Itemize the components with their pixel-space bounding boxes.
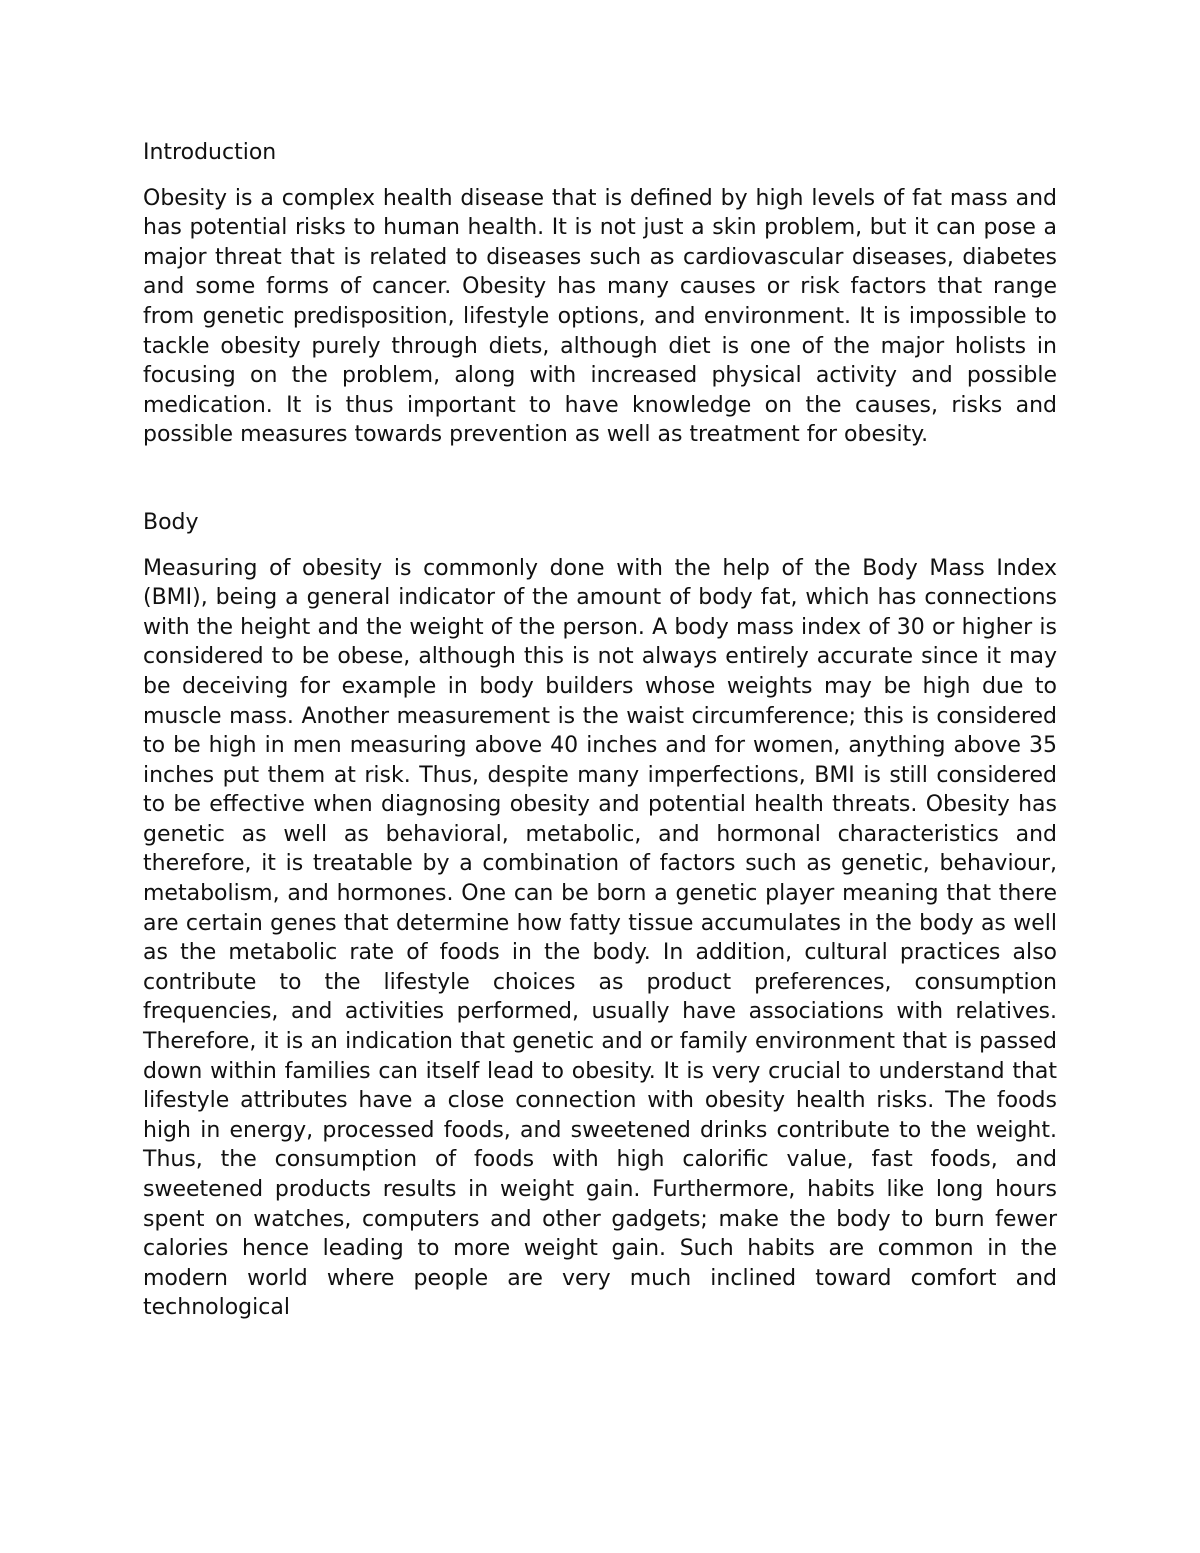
body-paragraph: Measuring of obesity is commonly done with the help of the Body Mass Index (BMI), being a general indicator of the amount of body fat, which has connections with the height and the weight of the person. A body mass index of 30 or higher is considered to be obese, although this is not always entirely accurate since it may be deceiving for example in body builders whose weights may be high due to muscle mass. Another measurement is the waist circumference; this is considered to be high in men measuring above 40 inches and for women, anything above 35 inches put them at risk. Thus, despite many imperfections, BMI is still considered to be effective when diagnosing obesity and potential health threats. Obesity has genetic as well as behavioral, metabolic, and hormonal characteristics and therefore, it is treatable by a combination of factors such as genetic, behaviour, metabolism, and hormones. One can be born a genetic player meaning that there are certain genes that determine how fatty tissue accumulates in the body as well as the metabolic rate of foods in the body. In addition, cultural practices also contribute to the lifestyle choices as product preferences, consumption frequencies, and activities performed, usually have associations with relatives. Therefore, it is an indication that genetic and or family environment that is passed down within families can itself lead to obesity. It is very crucial to understand that lifestyle attributes have a close connection with obesity health risks. The foods high in energy, processed foods, and sweetened drinks contribute to the weight. Thus, the consumption of foods with high calorific value, fast foods, and sweetened products results in weight gain. Furthermore, habits like long hours spent on watches, computers and other gadgets; make the body to burn fewer calories hence leading to more weight gain. Such habits are common in the modern world where people are very much inclined toward comfort and technological bbox=[143, 555, 1057, 1321]
introduction-paragraph: Obesity is a complex health disease that is defined by high levels of fat mass and has potential risks to human health. It is not just a skin problem, but it can pose a major threat that is related to diseases such as cardiovascular diseases, diabetes and some forms of cancer. Obesity has many causes or risk factors that range from genetic predisposition, lifestyle options, and environment. It is impossible to tackle obesity purely through diets, although diet is one of the major holists in focusing on the problem, along with increased physical activity and possible medication. It is thus important to have knowledge on the causes, risks and possible measures towards prevention as well as treatment for obesity. bbox=[143, 185, 1057, 448]
section-spacer bbox=[143, 450, 1057, 508]
document-body bbox=[143, 138, 1057, 1323]
body-heading: Body bbox=[143, 509, 199, 535]
introduction-heading: Introduction bbox=[143, 140, 277, 165]
